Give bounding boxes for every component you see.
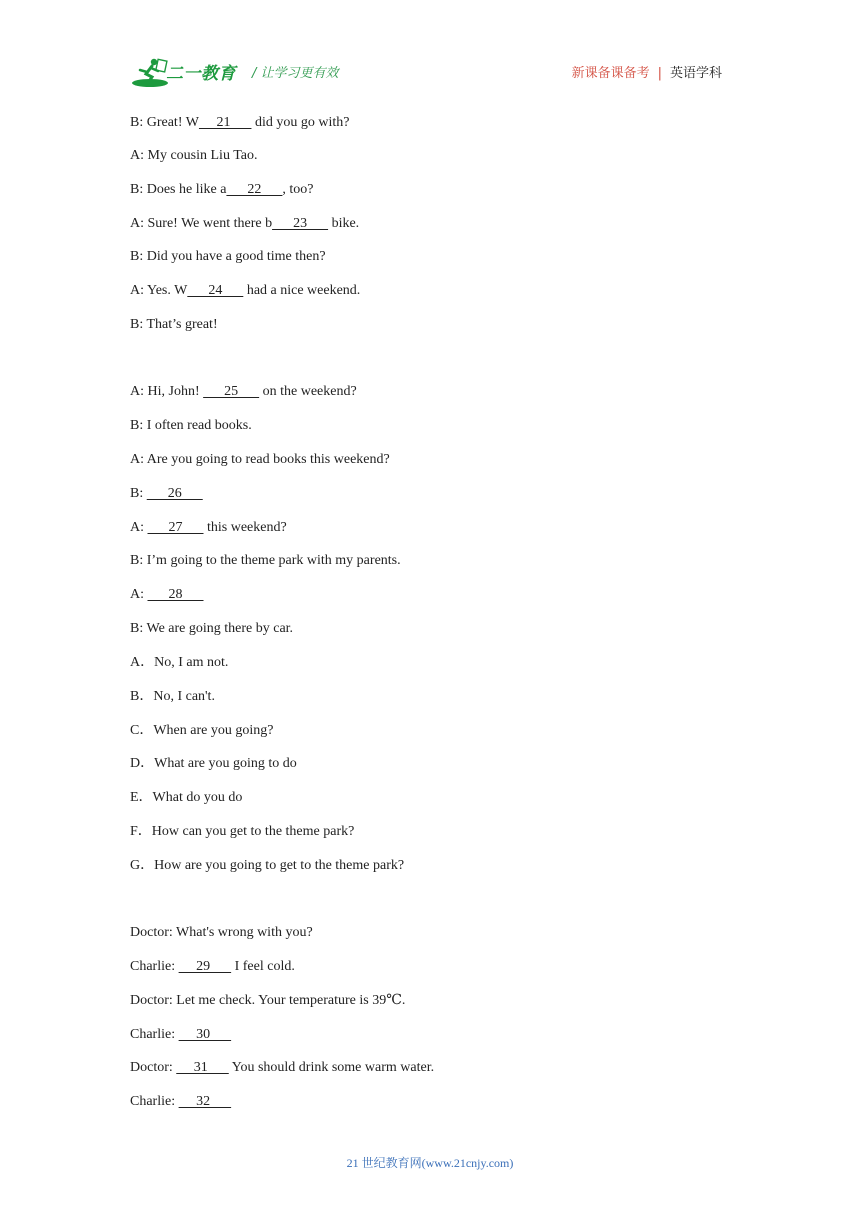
answer-blank-27: 27	[147, 520, 204, 535]
dialogue-line	[130, 451, 390, 469]
answer-blank-32: 32	[178, 1094, 232, 1109]
line-text: A: My cousin Liu Tao.	[130, 148, 258, 163]
answer-blank-23: 23	[272, 216, 329, 231]
dialogue-line	[130, 417, 252, 435]
line-text: A: Are you going to read books this weekend?	[130, 452, 390, 467]
logo	[130, 56, 242, 90]
answer-blank-25: 25	[203, 384, 260, 399]
dialogue-line	[130, 248, 326, 266]
option-f: F．How can you get to the theme park?	[130, 824, 355, 839]
line-text: bike.	[328, 216, 360, 231]
dialogue-line	[130, 519, 287, 537]
dialogue-line	[130, 958, 295, 976]
dialogue-line	[130, 620, 293, 638]
answer-blank-30: 30	[178, 1027, 232, 1042]
dialogue-line	[130, 992, 405, 1010]
header-category: 新课备课备考	[571, 66, 650, 81]
option-b: B．No, I can't.	[130, 689, 215, 704]
line-text: I feel cold.	[231, 959, 295, 974]
line-text: did you go with?	[251, 115, 350, 130]
line-text: A: Sure! We went there b	[130, 216, 273, 231]
option-d: D．What are you going to do	[130, 756, 297, 771]
answer-blank-21: 21	[198, 115, 252, 130]
line-text: this weekend?	[203, 520, 287, 535]
option-e: E．What do you do	[130, 790, 243, 805]
line-text: B: I often read books.	[130, 418, 252, 433]
answer-blank-24: 24	[187, 283, 244, 298]
line-text: You should drink some warm water.	[228, 1060, 435, 1075]
answer-blank-31: 31	[176, 1060, 229, 1075]
option-a: A．No, I am not.	[130, 655, 229, 670]
line-text: Charlie:	[130, 1027, 179, 1042]
line-text: had a nice weekend.	[243, 283, 361, 298]
dialogue-line	[130, 586, 204, 604]
answer-blank-28: 28	[147, 587, 204, 602]
header-right	[572, 62, 722, 81]
line-text: B: Does he like a	[130, 182, 227, 197]
dialogue-line	[130, 215, 359, 233]
line-text: A: Yes. W	[130, 283, 188, 298]
dialogue-line	[130, 1026, 231, 1044]
header-slogan: / 让学习更有效	[252, 66, 339, 81]
line-text: Doctor: Let me check. Your temperature is 39℃.	[130, 993, 406, 1008]
line-text: B: Did you have a good time then?	[130, 249, 326, 264]
line-text: Doctor:	[130, 1060, 177, 1075]
option-c: C．When are you going?	[130, 723, 274, 738]
dialogue-line	[130, 114, 349, 132]
line-text: , too?	[282, 182, 314, 197]
answer-blank-26: 26	[146, 486, 203, 501]
dialogue-line	[130, 1059, 434, 1077]
line-text: Doctor: What's wrong with you?	[130, 925, 313, 940]
line-text: B: We are going there by car.	[130, 621, 294, 636]
answer-blank-29: 29	[178, 959, 232, 974]
option-g: G．How are you going to get to the theme park?	[130, 858, 405, 873]
line-text: Charlie:	[130, 959, 179, 974]
dialogue-line	[130, 316, 218, 334]
dialogue-line	[130, 147, 257, 165]
line-text: B: I’m going to the theme park with my parents.	[130, 553, 401, 568]
line-text: A: Hi, John!	[130, 384, 204, 399]
dialogue-line	[130, 552, 401, 570]
page-footer: 21 世纪教育网(www.21cnjy.com)	[346, 1156, 514, 1170]
line-text: B: That’s great!	[130, 317, 218, 332]
dialogue-line	[130, 1093, 231, 1111]
page-header	[0, 0, 860, 96]
line-text: B: Great! W	[130, 115, 199, 130]
header-separator: |	[657, 66, 662, 81]
line-text: Charlie:	[130, 1094, 179, 1109]
header-subject: 英语学科	[669, 66, 722, 81]
logo-text: 二一教育	[166, 64, 236, 84]
answer-blank-22: 22	[226, 182, 283, 197]
dialogue-line	[130, 485, 203, 503]
line-text: on the weekend?	[259, 384, 357, 399]
line-text: A:	[130, 520, 148, 535]
line-text: B:	[130, 486, 147, 501]
dialogue-line	[130, 383, 357, 401]
dialogue-line	[130, 924, 313, 942]
dialogue-line	[130, 181, 314, 199]
runner-logo-icon	[130, 56, 170, 90]
line-text: A:	[130, 587, 148, 602]
dialogue-line	[130, 282, 360, 300]
